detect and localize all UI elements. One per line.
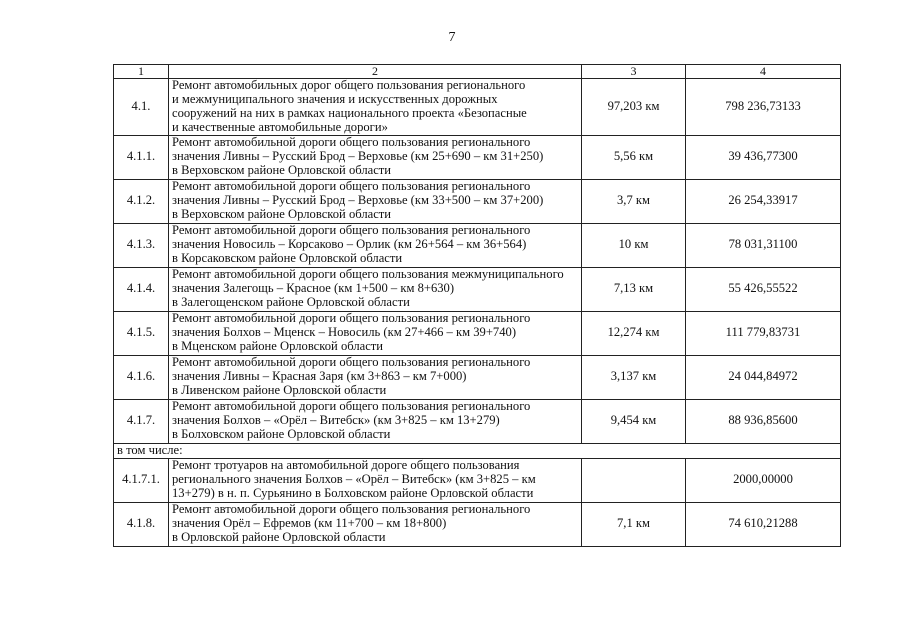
row-description (169, 135, 582, 179)
description-line: 13+279) в н. п. Сурьянино в Болховском районе Орловской области (172, 485, 534, 500)
road-repair-table (113, 64, 841, 547)
column-header-3: 3 (582, 65, 686, 79)
row-amount: 111 779,83731 (686, 311, 841, 355)
row-description (169, 267, 582, 311)
row-number: 4.1.2. (114, 179, 169, 223)
row-number: 4.1.5. (114, 311, 169, 355)
row-length: 12,274 км (582, 311, 686, 355)
column-header-2: 2 (169, 65, 582, 79)
description-line: значения Залегощь – Красное (км 1+500 – км 8+630) (172, 281, 455, 296)
description-line: значения Новосиль – Корсаково – Орлик (км 26+564 – км 36+564) (172, 237, 527, 252)
table-row (114, 502, 841, 546)
description-line: в Верховском районе Орловской области (172, 163, 392, 178)
row-amount: 88 936,85600 (686, 399, 841, 443)
description-line: Ремонт автомобильных дорог общего пользования регионального (172, 78, 526, 92)
row-description (169, 79, 582, 136)
table-row (114, 355, 841, 399)
description-line: Ремонт автомобильной дороги общего пользования межмуниципального (172, 267, 564, 282)
table-row (114, 135, 841, 179)
description-line: Ремонт тротуаров на автомобильной дороге общего пользования (172, 458, 520, 473)
row-number: 4.1.7.1. (114, 458, 169, 502)
description-line: и качественные автомобильные дороги» (172, 119, 388, 134)
description-line: Ремонт автомобильной дороги общего пользования регионального (172, 223, 531, 238)
description-line: значения Орёл – Ефремов (км 11+700 – км 18+800) (172, 516, 447, 531)
subheading-text: в том числе: (114, 443, 841, 458)
row-length: 97,203 км (582, 79, 686, 136)
row-description (169, 355, 582, 399)
row-length: 10 км (582, 223, 686, 267)
description-line: Ремонт автомобильной дороги общего пользования регионального (172, 399, 531, 414)
row-number: 4.1.7. (114, 399, 169, 443)
description-line: значения Ливны – Русский Брод – Верховье (км 25+690 – км 31+250) (172, 149, 544, 164)
description-line: в Корсаковском районе Орловской области (172, 251, 403, 266)
row-number: 4.1.8. (114, 502, 169, 546)
description-line: в Орловской районе Орловской области (172, 529, 386, 544)
description-line: в Залегощенском районе Орловской области (172, 295, 410, 310)
table-row (114, 311, 841, 355)
table-row (114, 79, 841, 136)
row-amount: 24 044,84972 (686, 355, 841, 399)
row-amount: 798 236,73133 (686, 79, 841, 136)
description-line: и межмуниципального значения и искусственных дорожных (172, 91, 498, 106)
row-description (169, 223, 582, 267)
description-line: Ремонт автомобильной дороги общего пользования регионального (172, 311, 531, 326)
row-length: 7,1 км (582, 502, 686, 546)
description-line: Ремонт автомобильной дороги общего пользования регионального (172, 179, 531, 194)
subheading-row (114, 443, 841, 458)
row-number: 4.1.6. (114, 355, 169, 399)
row-amount: 55 426,55522 (686, 267, 841, 311)
column-header-4: 4 (686, 65, 841, 79)
description-line: Ремонт автомобильной дороги общего пользования регионального (172, 355, 531, 370)
description-line: Ремонт автомобильной дороги общего пользования регионального (172, 502, 531, 517)
table-header-row (114, 65, 841, 79)
description-line: в Болховском районе Орловской области (172, 427, 391, 442)
row-number: 4.1.4. (114, 267, 169, 311)
row-length: 3,7 км (582, 179, 686, 223)
table-row (114, 267, 841, 311)
row-length: 7,13 км (582, 267, 686, 311)
row-number: 4.1.3. (114, 223, 169, 267)
description-line: значения Ливны – Русский Брод – Верховье (км 33+500 – км 37+200) (172, 193, 544, 208)
description-line: Ремонт автомобильной дороги общего пользования регионального (172, 135, 531, 150)
column-header-1: 1 (114, 65, 169, 79)
row-length: 3,137 км (582, 355, 686, 399)
row-amount: 2000,00000 (686, 458, 841, 502)
row-description (169, 458, 582, 502)
row-description (169, 311, 582, 355)
row-number: 4.1. (114, 79, 169, 136)
description-line: регионального значения Болхов – «Орёл – Витебск» (км 3+825 – км (172, 472, 536, 487)
table-row (114, 458, 841, 502)
row-description (169, 399, 582, 443)
description-line: в Верховском районе Орловской области (172, 207, 392, 222)
row-amount: 74 610,21288 (686, 502, 841, 546)
row-description (169, 502, 582, 546)
row-length (582, 458, 686, 502)
page-number: 7 (448, 30, 456, 45)
table-body (114, 79, 841, 547)
row-amount: 26 254,33917 (686, 179, 841, 223)
description-line: в Ливенском районе Орловской области (172, 383, 387, 398)
description-line: значения Болхов – Мценск – Новосиль (км 27+466 – км 39+740) (172, 325, 517, 340)
description-line: значения Болхов – «Орёл – Витебск» (км 3+825 – км 13+279) (172, 413, 500, 428)
table-row (114, 179, 841, 223)
row-length: 5,56 км (582, 135, 686, 179)
description-line: значения Ливны – Красная Заря (км 3+863 – км 7+000) (172, 369, 467, 384)
table-row (114, 223, 841, 267)
table-row (114, 399, 841, 443)
row-length: 9,454 км (582, 399, 686, 443)
row-amount: 78 031,31100 (686, 223, 841, 267)
description-line: в Мценском районе Орловской области (172, 339, 384, 354)
description-line: сооружений на них в рамках национального проекта «Безопасные (172, 105, 527, 120)
row-description (169, 179, 582, 223)
row-amount: 39 436,77300 (686, 135, 841, 179)
row-number: 4.1.1. (114, 135, 169, 179)
